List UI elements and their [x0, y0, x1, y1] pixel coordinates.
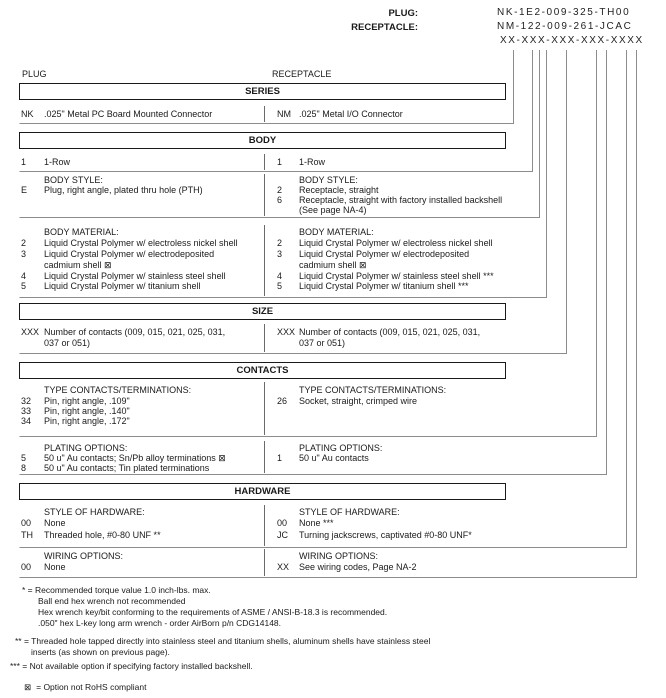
- option-code: XX: [277, 562, 290, 572]
- option-desc: Liquid Crystal Polymer w/ electroless nickel shell: [44, 238, 238, 248]
- contacts-section-header: CONTACTS: [19, 362, 506, 379]
- option-desc: Pin, right angle, .109": [44, 396, 130, 406]
- hardware-style-left-row: [21, 518, 66, 528]
- body-style-header-left: BODY STYLE:: [44, 175, 103, 185]
- footnote-line: .050" hex L-key long arm wrench - order AirBorn p/n CDG14148.: [38, 618, 282, 628]
- option-code: 00: [21, 518, 32, 528]
- option-desc: 1-Row: [299, 157, 326, 167]
- option-desc: See wiring codes, Page NA-2: [299, 562, 417, 572]
- option-code: 2: [21, 238, 27, 248]
- hardware-style-right-row: [277, 530, 472, 540]
- contacts-type-header-left: TYPE CONTACTS/TERMINATIONS:: [44, 385, 192, 395]
- option-code: 32: [21, 396, 32, 406]
- option-code: 5: [21, 453, 27, 463]
- option-code: 1: [277, 157, 283, 167]
- option-desc: Number of contacts (009, 015, 021, 025, 031,: [299, 327, 481, 337]
- option-desc: Threaded hole, #0-80 UNF **: [44, 530, 161, 540]
- plug-part-number-label: PLUG:: [388, 8, 418, 19]
- footnote-line: * = Recommended torque value 1.0 inch-lbs. max.: [22, 585, 211, 595]
- body-style-header-right: BODY STYLE:: [299, 175, 358, 185]
- option-code: 00: [21, 562, 32, 572]
- series-right-row: [277, 109, 403, 119]
- option-code: NK: [21, 109, 34, 119]
- contacts-type-left-row: [21, 416, 130, 426]
- contacts-type-left-row: [21, 396, 130, 406]
- plug-part-number-value: NK-1E2-009-325-TH00: [497, 7, 631, 18]
- size-left-row: [21, 327, 225, 337]
- body-row-left: [21, 157, 70, 167]
- hardware-section-header: HARDWARE: [19, 483, 506, 500]
- option-code: XXX: [21, 327, 40, 337]
- option-code: 5: [21, 281, 27, 291]
- option-desc: Liquid Crystal Polymer w/ electrodeposited: [299, 249, 470, 259]
- option-code: 6: [277, 195, 283, 205]
- plating-header-left: PLATING OPTIONS:: [44, 443, 128, 453]
- body-material-left-row: [21, 249, 214, 259]
- option-code: 4: [21, 271, 27, 281]
- receptacle-column-header: RECEPTACLE: [272, 69, 332, 79]
- body-material-right-cont: cadmium shell ⊠: [299, 260, 367, 270]
- option-desc: None: [44, 562, 66, 572]
- option-desc: Liquid Crystal Polymer w/ electroless nickel shell: [299, 238, 493, 248]
- option-code: 4: [277, 271, 283, 281]
- size-left-row-cont: 037 or 051): [44, 338, 91, 348]
- option-desc: Number of contacts (009, 015, 021, 025, 031,: [44, 327, 226, 337]
- plating-header-right: PLATING OPTIONS:: [299, 443, 383, 453]
- option-code: JC: [277, 530, 288, 540]
- body-material-right-row: [277, 281, 469, 291]
- option-desc: Liquid Crystal Polymer w/ electrodeposited: [44, 249, 215, 259]
- option-desc: Plug, right angle, plated thru hole (PTH): [44, 185, 203, 195]
- option-desc: Turning jackscrews, captivated #0-80 UNF*: [299, 530, 472, 540]
- option-desc: Pin, right angle, .140": [44, 406, 130, 416]
- footnote-line: ** = Threaded hole tapped directly into stainless steel and titanium shells, aluminum shells have stainless steel: [15, 636, 431, 646]
- receptacle-part-number-label: RECEPTACLE:: [351, 22, 418, 33]
- body-material-left-row: [21, 238, 238, 248]
- option-desc: None: [44, 518, 66, 528]
- plug-column-header: PLUG: [22, 69, 47, 79]
- option-code: 3: [21, 249, 27, 259]
- plating-left-row: [21, 463, 209, 473]
- option-code: 00: [277, 518, 288, 528]
- option-desc: Pin, right angle, .172": [44, 416, 130, 426]
- hardware-style-right-row: [277, 518, 334, 528]
- option-desc: Liquid Crystal Polymer w/ titanium shell: [44, 281, 201, 291]
- footnote-line: Ball end hex wrench not recommended: [38, 596, 186, 606]
- body-style-right-row: [277, 195, 502, 205]
- option-desc: .025" Metal PC Board Mounted Connector: [44, 109, 213, 119]
- not-rohs-icon: ⊠: [24, 682, 32, 692]
- body-style-right-row: [277, 185, 379, 195]
- option-code: 5: [277, 281, 283, 291]
- option-code: XXX: [277, 327, 296, 337]
- body-material-left-row: [21, 281, 201, 291]
- body-section-header: BODY: [19, 132, 506, 149]
- receptacle-part-number-value: NM-122-009-261-JCAC: [497, 21, 633, 32]
- rohs-legend: [24, 682, 146, 693]
- wiring-left-row: [21, 562, 66, 572]
- size-right-row-cont: 037 or 051): [299, 338, 346, 348]
- body-style-left-row: [21, 185, 203, 195]
- hardware-style-header-right: STYLE OF HARDWARE:: [299, 507, 400, 517]
- plating-right-row: [277, 453, 369, 463]
- option-code: 2: [277, 185, 283, 195]
- wiring-right-row: [277, 562, 417, 572]
- option-code: NM: [277, 109, 291, 119]
- body-material-right-row: [277, 271, 494, 281]
- option-code: E: [21, 185, 28, 195]
- body-material-header-left: BODY MATERIAL:: [44, 227, 119, 237]
- series-left-row: [21, 109, 212, 119]
- contacts-type-right-row: [277, 396, 417, 406]
- option-desc: 50 u" Au contacts; Tin plated terminations: [44, 463, 210, 473]
- body-material-left-row: [21, 271, 226, 281]
- option-desc: Liquid Crystal Polymer w/ stainless steel shell: [44, 271, 226, 281]
- footnote-line: inserts (as shown on previous page).: [31, 647, 170, 657]
- option-code: TH: [21, 530, 33, 540]
- rohs-legend-text: = Option not RoHS compliant: [36, 682, 147, 692]
- contacts-type-left-row: [21, 406, 130, 416]
- contacts-type-header-right: TYPE CONTACTS/TERMINATIONS:: [299, 385, 447, 395]
- option-desc: Receptacle, straight: [299, 185, 379, 195]
- option-desc: Liquid Crystal Polymer w/ stainless steel shell ***: [299, 271, 494, 281]
- option-code: 3: [277, 249, 283, 259]
- body-style-right-note: (See page NA-4): [299, 205, 367, 215]
- body-material-right-row: [277, 249, 469, 259]
- option-code: 26: [277, 396, 288, 406]
- option-code: 1: [277, 453, 283, 463]
- option-code: 34: [21, 416, 32, 426]
- option-code: 1: [21, 157, 27, 167]
- option-desc: .025" Metal I/O Connector: [299, 109, 403, 119]
- series-section-header: SERIES: [19, 83, 506, 100]
- footnote-line: Hex wrench key/bit conforming to the requirements of ASME / ANSI-B-18.3 is recommended.: [38, 607, 388, 617]
- footnote-line: *** = Not available option if specifying factory installed backshell.: [10, 661, 253, 671]
- size-right-row: [277, 327, 480, 337]
- body-material-right-row: [277, 238, 493, 248]
- wiring-header-left: WIRING OPTIONS:: [44, 551, 124, 561]
- plating-left-row: [21, 453, 226, 463]
- part-number-mask: XX-XXX-XXX-XXX-XXXX: [500, 35, 644, 46]
- option-desc: Socket, straight, crimped wire: [299, 396, 418, 406]
- option-desc: Liquid Crystal Polymer w/ titanium shell ***: [299, 281, 469, 291]
- size-section-header: SIZE: [19, 303, 506, 320]
- body-row-right: [277, 157, 325, 167]
- option-desc: None ***: [299, 518, 334, 528]
- option-code: 33: [21, 406, 32, 416]
- option-code: 2: [277, 238, 283, 248]
- body-material-left-cont: cadmium shell ⊠: [44, 260, 112, 270]
- option-desc: 1-Row: [44, 157, 71, 167]
- option-desc: Receptacle, straight with factory installed backshell: [299, 195, 503, 205]
- option-desc: 50 u" Au contacts: [299, 453, 369, 463]
- wiring-header-right: WIRING OPTIONS:: [299, 551, 379, 561]
- body-material-header-right: BODY MATERIAL:: [299, 227, 374, 237]
- hardware-style-left-row: [21, 530, 161, 540]
- option-desc: 50 u" Au contacts; Sn/Pb alloy terminations ⊠: [44, 453, 226, 463]
- hardware-style-header-left: STYLE OF HARDWARE:: [44, 507, 145, 517]
- option-code: 8: [21, 463, 27, 473]
